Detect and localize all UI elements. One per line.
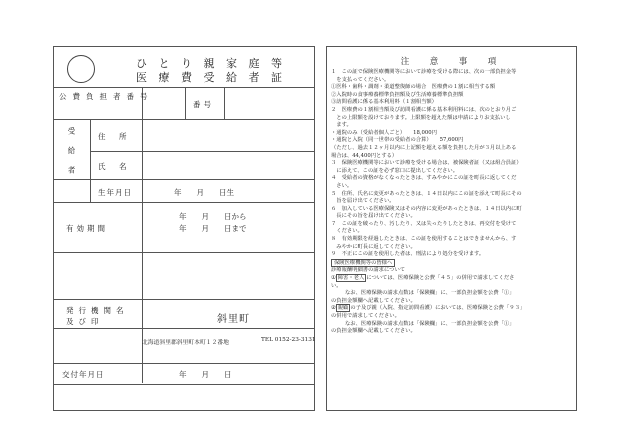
item2-text: の子及び親（入院、指定訪問看護）においては、医療保険と公費「９３」 — [350, 305, 526, 312]
item2-category: 親顧 — [337, 305, 349, 312]
divider — [90, 151, 314, 152]
notice-line: ３ 保険医療機関等において診療を受ける場合は、被保険者証（又は組合員証） — [331, 160, 522, 167]
divider — [54, 202, 314, 203]
notice-line: を支払ってください。 — [331, 76, 390, 83]
notice-line: ③訪問看護に係る基本利用料（１割相当額） — [331, 99, 437, 106]
name-label: 氏 名 — [98, 162, 130, 171]
notice-line: １ この証で保険医療機関等において診療を受ける際には、次の一部負担金等 — [331, 69, 517, 75]
notice-line: ８ 有効期限を経過したときは、この証を使用することはできませんから、す — [331, 236, 517, 243]
notice-line: ます。 — [331, 122, 352, 129]
notice-line: の負担金額欄へ記載してください。 — [331, 328, 416, 335]
divider — [54, 252, 314, 253]
notice-line: ４ 受給者の資格がなくなったときは、すみやかにこの証を町長に返してくだ — [331, 175, 517, 182]
item2-number: ② — [331, 305, 336, 312]
divider — [54, 384, 314, 385]
divider — [54, 87, 314, 88]
divider — [54, 363, 314, 364]
recipient-label: 受給者 — [67, 127, 76, 186]
notice-line: なお、医療保険の請求点数は「保険欄」に、一部負担金額を公費「①」 — [345, 290, 515, 297]
divider — [90, 119, 91, 202]
notice-card — [326, 46, 577, 411]
payer-number-label: 公費負担者番号 — [59, 92, 154, 101]
validity-from-value: 年 月 日から — [179, 212, 247, 221]
notice-line — [331, 275, 575, 283]
notice-line: い。 — [331, 282, 342, 289]
birth-date-label: 生年月日 — [98, 188, 132, 197]
issue-date-value: 年 月 日 — [179, 370, 232, 379]
notice-line: さい。 — [331, 182, 353, 189]
notice-line: 旨を届け出てください。 — [331, 198, 395, 205]
notice-line: みやかに町長に返してください。 — [331, 243, 416, 250]
notice-line: ・通院のみ（受給者個人ごと） 18,000円 — [331, 129, 437, 136]
notice-line: 場合は、44,400円とする） — [331, 152, 398, 159]
certificate-title-line2: 医 療 費 受 給 者 証 — [136, 71, 286, 84]
number-label: 番号 — [193, 100, 214, 109]
item1-text: については、医療保険と公費「４５」の併用で請求してくださ — [366, 275, 515, 282]
seal-circle — [67, 55, 95, 83]
divider — [54, 328, 314, 329]
item1-number: ① — [331, 275, 336, 282]
issue-date-label: 交付年月日 — [62, 370, 105, 379]
validity-to-value: 年 月 日まで — [179, 224, 247, 233]
notice-line — [331, 305, 575, 313]
notice-line: （ただし、過去１２ヶ月以内に上記額を超える額を負担した月が３月以上ある — [331, 144, 517, 151]
notice-items — [331, 69, 575, 336]
item1-category: 障害・老人 — [337, 275, 365, 282]
notice-line: の負担金額欄へ記載してください。 — [331, 297, 416, 304]
notice-line: 診療報酬明細書の請求について — [331, 267, 406, 274]
certificate-card — [53, 46, 315, 411]
notice-line: ９ 不正にこの証を使用した者は、刑法により処分を受けます。 — [331, 251, 485, 258]
birth-date-value: 年 月 日生 — [174, 188, 234, 197]
notice-line: に添えて、この証を必ず窓口に提出してください。 — [331, 167, 459, 174]
issuer-label: 発行機関名及び印 — [66, 306, 129, 326]
certificate-title-line1: ひ と り 親 家 庭 等 — [136, 57, 286, 70]
notice-line: 長にその旨を届け出てください。 — [331, 213, 416, 220]
divider — [54, 119, 314, 120]
issuer-name: 斜里町 — [217, 314, 250, 325]
validity-label: 有効期間 — [66, 224, 108, 233]
notice-title: 注 意 事 項 — [400, 57, 503, 67]
divider — [54, 299, 314, 300]
notice-line: なお、医療保険の請求点数は「保険欄」に、一部負担金額を公費「①」 — [345, 320, 515, 327]
divider — [54, 179, 314, 180]
notice-line: ２ 医療費の１割相当額及び訪問看護に係る基本利用料には、次のとおり月ご — [331, 106, 517, 113]
notice-line: ②入院時の食事療養標準負担額及び生活療養標準負担額 — [331, 91, 464, 98]
notice-line: ①医科・歯科・調剤・柔道整復師の場合 医療費の１割に相当する額 — [331, 84, 496, 91]
notice-line: ５ 住所、氏名に変更があったときは、１４日以内にこの証を添えて町長にその — [331, 190, 522, 197]
issuer-phone: TEL 0152-23-3131 — [261, 337, 316, 343]
notice-line: ください。 — [331, 228, 363, 235]
notice-line: ・通院と入院（同一世帯の受給者の合算） 57,600円 — [331, 137, 464, 144]
provider-section-header: 保険医療機関等の皆様へ — [331, 259, 395, 267]
notice-line: ６ 加入している医療保険又はその内容に変更があったときは、１４日以内に町 — [331, 205, 522, 212]
divider — [185, 87, 186, 119]
address-label: 住 所 — [98, 132, 130, 141]
notice-line: ７ この証を破ったり、汚したり、又は失ったりしたときは、再交付を受けて — [331, 220, 517, 227]
notice-line: の併用で請求してください。 — [331, 313, 400, 319]
notice-line: との上限額を設けております。上限額を超えた額は申請によりお支払いし — [331, 114, 511, 121]
issuer-address: 北海道斜里郡斜里町本町１２番地 — [142, 340, 229, 346]
divider — [224, 87, 225, 119]
